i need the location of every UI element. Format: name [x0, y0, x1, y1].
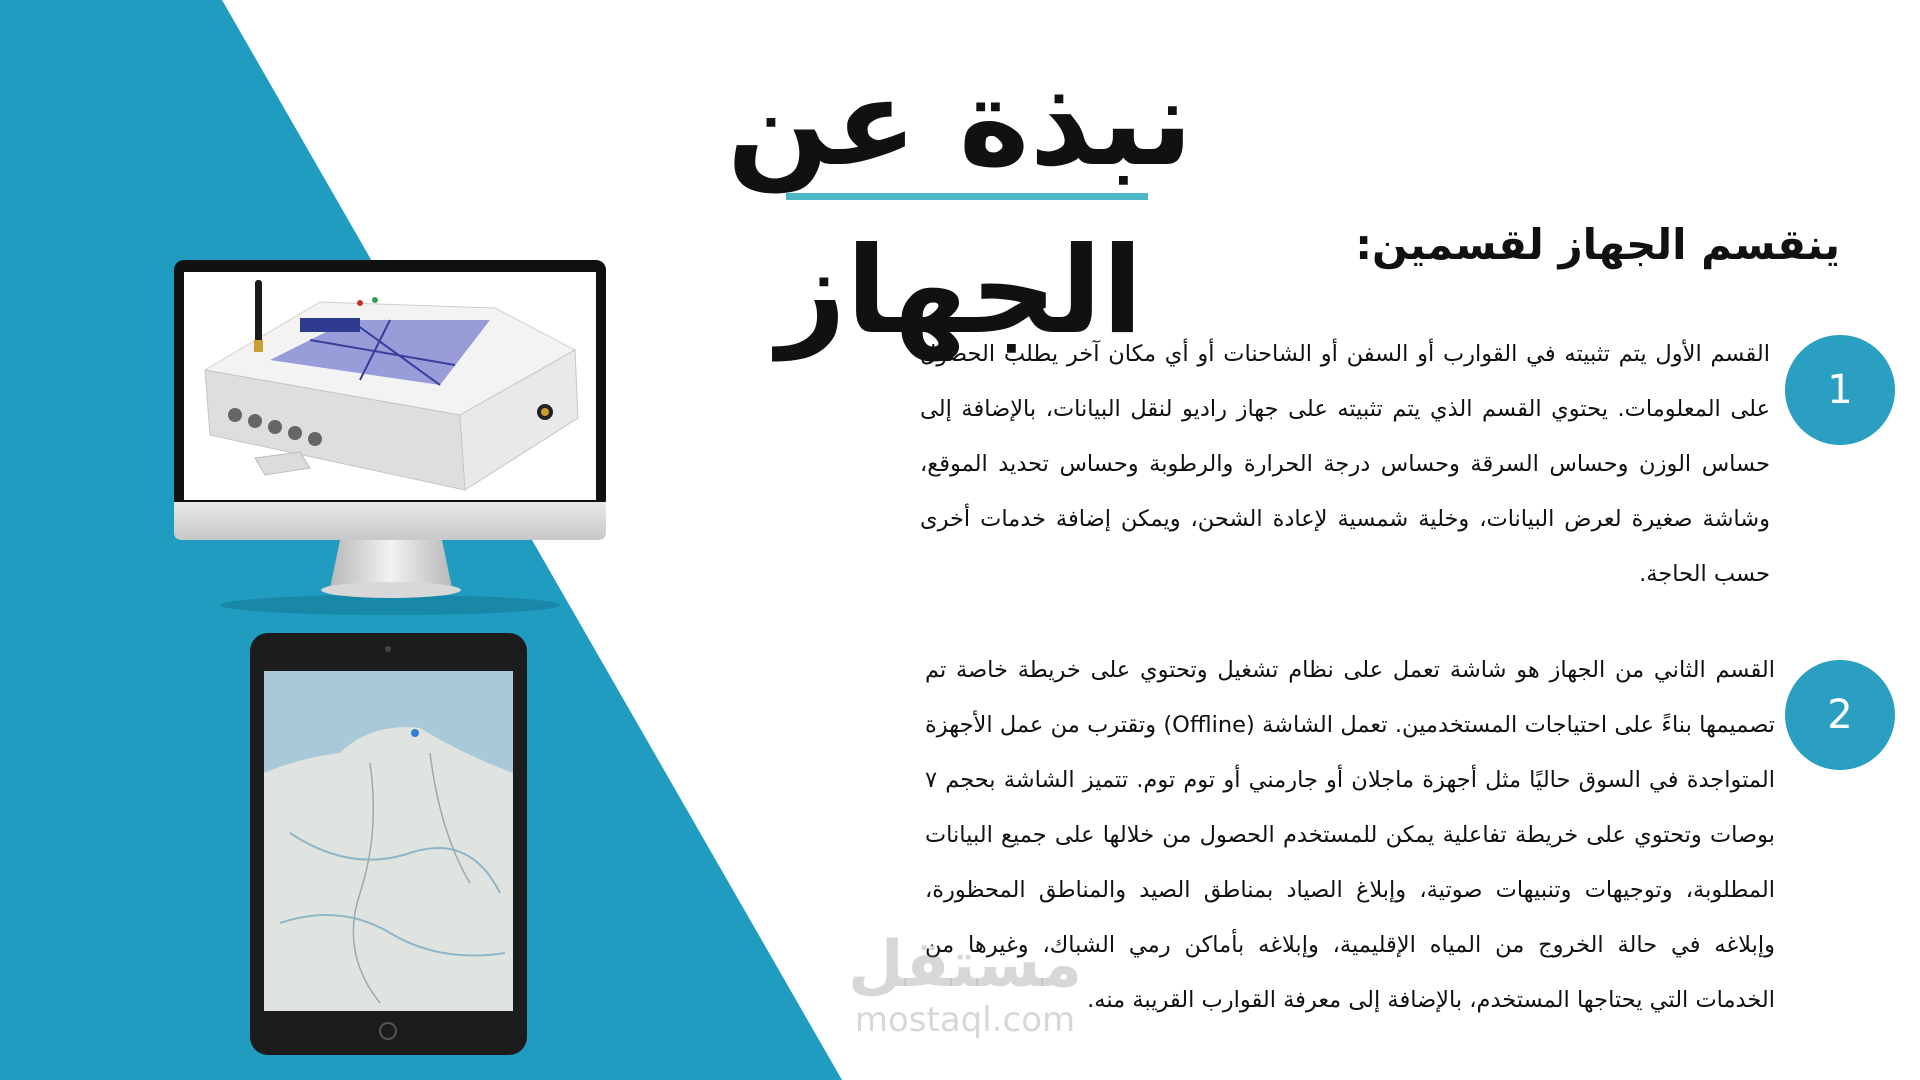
- title-underline: [786, 193, 1148, 200]
- watermark-logo: مستقل: [847, 928, 1083, 1002]
- section-text-1: القسم الأول يتم تثبيته في القوارب أو السفن أو الشاحنات أو أي مكان آخر يطلب الحصول على المعلومات. يحتوي القسم الذي يتم تثبيته على جهاز راديو لنقل البيانات، بالإضافة إلى حساس الوزن وحساس السرقة وحساس درجة الحرارة والرطوبة وحساس تحديد الموقع، وشاشة صغيرة لعرض البيانات، وخلية شمسية لإعادة الشحن، ويمكن إضافة خدمات أخرى حسب الحاجة.: [920, 341, 1770, 587]
- tablet-map-image: [250, 633, 527, 1055]
- page-title: نبذة عن الجهاز: [727, 54, 1193, 361]
- section-number-1: 1: [1785, 335, 1895, 445]
- section-subtitle: ينقسم الجهاز لقسمين:: [1355, 220, 1840, 269]
- watermark: [845, 930, 1085, 1040]
- watermark-url: mostaql.com: [854, 1000, 1076, 1040]
- section-number-2: 2: [1785, 660, 1895, 770]
- monitor-device-image: [160, 240, 620, 620]
- section-text-2: القسم الثاني من الجهاز هو شاشة تعمل على نظام تشغيل وتحتوي على خريطة خاصة تم تصميمها بناءً على احتياجات المستخدمين. تعمل الشاشة (Offline) وتقترب من عمل الأجهزة المتواجدة في السوق حاليًا مثل أجهزة ماجلان أو جارمني أو توم توم. تتميز الشاشة بحجم ٧ بوصات وتحتوي على خريطة تفاعلية يمكن للمستخدم الحصول من خلالها على جميع البيانات المطلوبة، وتوجيهات وتنبيهات صوتية، وإبلاغ الصياد بمناطق الصيد والمناطق المحظورة، وإبلاغه في حالة الخروج من المياه الإقليمية، وإبلاغه بأماكن رمي الشباك، وغيرها من الخدمات التي يحتاجها المستخدم، بالإضافة إلى معرفة القوارب القريبة منه.: [925, 657, 1775, 1013]
